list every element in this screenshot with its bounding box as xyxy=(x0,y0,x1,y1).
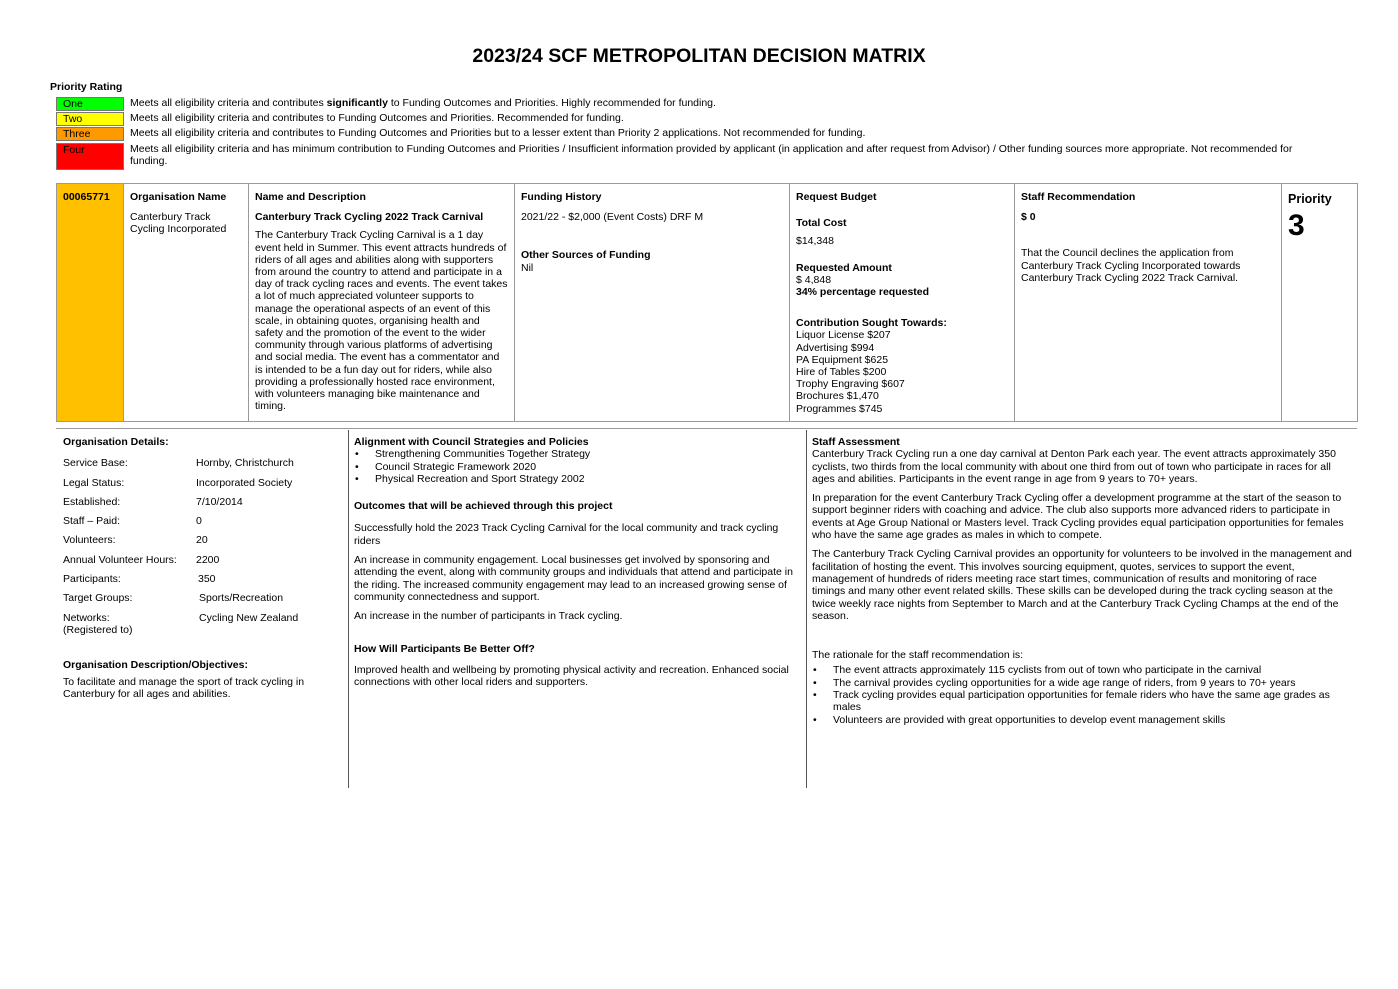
list-item: • The carnival provides cycling opportunities for a wide age range of riders, from 9 years to 70+ years xyxy=(812,677,1352,689)
org-description-header: Organisation Description/Objectives: xyxy=(63,659,248,672)
detail-row: Legal Status: Incorporated Society xyxy=(63,476,293,489)
org-description: To facilitate and manage the sport of track cycling in Canterbury for all ages and abilities. xyxy=(63,675,305,700)
application-table xyxy=(56,183,1358,422)
outcome-item: An increase in the number of participants in Track cycling. xyxy=(354,610,623,623)
list-item: • Volunteers are provided with great opportunities to develop event management skills xyxy=(812,714,1352,726)
outcome-item: An increase in community engagement. Local businesses get involved by sponsoring and attending the event, along with community groups and individuals that attend and participate in the riding. The increased community engagement may lead to an increased growing sense of community connectedness and support. xyxy=(354,554,793,603)
staff-recommendation-cell xyxy=(1015,184,1282,422)
contribution-item: PA Equipment $625 xyxy=(796,353,889,366)
application-row xyxy=(57,184,1358,422)
staff-assessment-panel xyxy=(812,436,1352,726)
priority-level-two xyxy=(56,112,1316,127)
alignment-list xyxy=(354,448,799,485)
column-divider xyxy=(348,430,349,788)
contribution-label: Contribution Sought Towards: xyxy=(796,317,947,330)
priority-description-four: Meets all eligibility criteria and has minimum contribution to Funding Outcomes and Priorities / Insufficient information provided by applicant (in application and after request from Advisor) / Other funding sources more appropriate. Not recommended for funding. xyxy=(130,143,1293,168)
alignment-header: Alignment with Council Strategies and Policies xyxy=(354,436,589,448)
funding-history: 2021/22 - $2,000 (Event Costs) DRF M xyxy=(521,211,704,224)
priority-swatch-two: Two xyxy=(56,112,124,126)
list-item: • Track cycling provides equal participation opportunities for female riders who have the same age grades as males xyxy=(812,689,1352,714)
list-item: • Council Strategic Framework 2020 xyxy=(354,461,799,473)
org-details-header: Organisation Details: xyxy=(63,436,169,448)
list-item: • Strengthening Communities Together Strategy xyxy=(354,448,799,460)
staff-recommendation-text: That the Council declines the application from Canterbury Track Cycling Incorporated towards Canterbury Track Cycling 2022 Track Carnival. xyxy=(1021,247,1241,284)
detail-row: Participants: 350 xyxy=(63,573,216,586)
priority-rating-label: Priority Rating xyxy=(50,81,123,93)
funding-history-header: Funding History xyxy=(521,191,602,203)
requested-amount: $ 4,848 xyxy=(796,273,832,286)
budget-cell xyxy=(790,184,1015,422)
staff-assessment-header: Staff Assessment xyxy=(812,436,900,448)
detail-row: Established: 7/10/2014 xyxy=(63,495,243,508)
outcome-item: Successfully hold the 2023 Track Cycling Carnival for the local community and track cycling riders xyxy=(354,522,779,547)
assessment-paragraph: In preparation for the event Canterbury Track Cycling offer a development programme at the start of the season to support beginner riders with coaching and advice. The club also supports more advanced riders to participate in events at Age Group National or Masters level. Track Cycling provides equal participation opportunities for females who have the same age grades as males in which to compete. xyxy=(812,492,1344,542)
priority-level-three xyxy=(56,127,1316,142)
org-details-panel xyxy=(63,436,343,700)
outcomes-header: Outcomes that will be achieved through this project xyxy=(354,500,613,513)
contribution-item: Programmes $745 xyxy=(796,402,883,415)
assessment-paragraph: Canterbury Track Cycling run a one day carnival at Denton Park each year. The event attracts approximately 350 cyclists, two thirds from the local community with about one third from out of town who participate in races for all ages and abilities. Participants in the event range in age from 9 years to 70+ years. xyxy=(812,448,1336,485)
org-name-header: Organisation Name xyxy=(130,191,227,203)
org-name: Canterbury Track Cycling Incorporated xyxy=(130,211,227,236)
priority-swatch-three: Three xyxy=(56,127,124,141)
priority-description-two: Meets all eligibility criteria and contributes to Funding Outcomes and Priorities. Recommended for funding. xyxy=(130,112,624,124)
page-title: 2023/24 SCF METROPOLITAN DECISION MATRIX xyxy=(472,45,926,67)
funding-cell xyxy=(515,184,790,422)
project-name: Canterbury Track Cycling 2022 Track Carnival xyxy=(255,211,484,224)
rationale-list xyxy=(812,664,1352,725)
rationale-intro: The rationale for the staff recommendation is: xyxy=(812,649,1024,662)
priority-cell xyxy=(1282,184,1358,422)
detail-row: Target Groups: Sports/Recreation xyxy=(63,592,284,605)
priority-swatch-one: One xyxy=(56,97,124,111)
better-off-header: How Will Participants Be Better Off? xyxy=(354,642,535,655)
priority-value: 3 xyxy=(1288,209,1305,242)
other-sources-header: Other Sources of Funding xyxy=(521,249,651,262)
description-header: Name and Description xyxy=(255,191,366,203)
budget-header: Request Budget xyxy=(796,191,877,203)
priority-level-one xyxy=(56,97,1316,112)
staff-recommendation-header: Staff Recommendation xyxy=(1021,191,1136,203)
total-cost: $14,348 xyxy=(796,235,834,248)
assessment-paragraph: The Canterbury Track Cycling Carnival provides an opportunity for volunteers to be involved in the management and facilitation of hosting the event. This involves sourcing equipment, quotes, services to support the event, management of hundreds of riders meeting race start times, communication of results and monitoring of race timings and many other event related skills. These skills can be developed during the track cycling season at the twice weekly race nights from September to March and at the Canterbury Track Cycling Champs at the end of the season. xyxy=(812,548,1352,622)
other-sources: Nil xyxy=(521,261,534,274)
detail-row: Networks: Cycling New Zealand xyxy=(63,611,299,624)
project-description: The Canterbury Track Cycling Carnival is a 1 day event held in Summer. This event attracts hundreds of riders of all ages and abilities along with supporters from around the country to attend and participate in a day of track cycling races and events. The event takes a lot of much appreciated volunteer supports to manage the operational aspects of an event of this scale, in obtaining quotes, organising health and safety and the promotion of the event to the wider community through various platforms of advertising and social media. The event has a commentator and is intended to be a fun day out for riders, while also providing a professionally hosted race environment, with volunteers managing bike maintenance and timing. xyxy=(255,229,508,413)
priority-level-four xyxy=(56,143,1316,171)
total-cost-label: Total Cost xyxy=(796,217,847,230)
requested-amount-label: Requested Amount xyxy=(796,261,892,274)
contribution-item: Trophy Engraving $607 xyxy=(796,378,905,391)
contribution-item: Advertising $994 xyxy=(796,341,875,354)
detail-row: Annual Volunteer Hours: 2200 xyxy=(63,553,220,566)
detail-row: Volunteers: 20 xyxy=(63,534,208,547)
priority-header: Priority xyxy=(1288,192,1332,206)
better-off-text: Improved health and wellbeing by promoting physical activity and recreation. Enhanced social connections with other local riders and supporters. xyxy=(354,663,789,689)
application-id: 00065771 xyxy=(57,184,124,422)
percentage-requested: 34% percentage requested xyxy=(796,286,930,299)
staff-recommended-amount: $ 0 xyxy=(1021,211,1036,224)
contribution-item: Liquor License $207 xyxy=(796,329,891,342)
list-item: • The event attracts approximately 115 cyclists from out of town who participate in the carnival xyxy=(812,664,1352,676)
section-divider xyxy=(56,428,1357,429)
alignment-panel xyxy=(354,436,799,688)
priority-description-three: Meets all eligibility criteria and contributes to Funding Outcomes and Priorities but to a lesser extent than Priority 2 applications. Not recommended for funding. xyxy=(130,127,866,139)
contribution-item: Brochures $1,470 xyxy=(796,390,879,403)
column-divider xyxy=(806,430,807,788)
org-name-cell xyxy=(124,184,249,422)
description-cell xyxy=(249,184,515,422)
detail-row: Staff – Paid: 0 xyxy=(63,515,202,528)
networks-note: (Registered to) xyxy=(63,623,133,636)
priority-swatch-four: Four xyxy=(56,143,124,170)
priority-description-one: Meets all eligibility criteria and contributes significantly to Funding Outcomes and Priorities. Highly recommended for funding. xyxy=(130,97,716,109)
contribution-item: Hire of Tables $200 xyxy=(796,366,887,379)
detail-row: Service Base: Hornby, Christchurch xyxy=(63,457,294,470)
list-item: • Physical Recreation and Sport Strategy 2002 xyxy=(354,473,799,485)
